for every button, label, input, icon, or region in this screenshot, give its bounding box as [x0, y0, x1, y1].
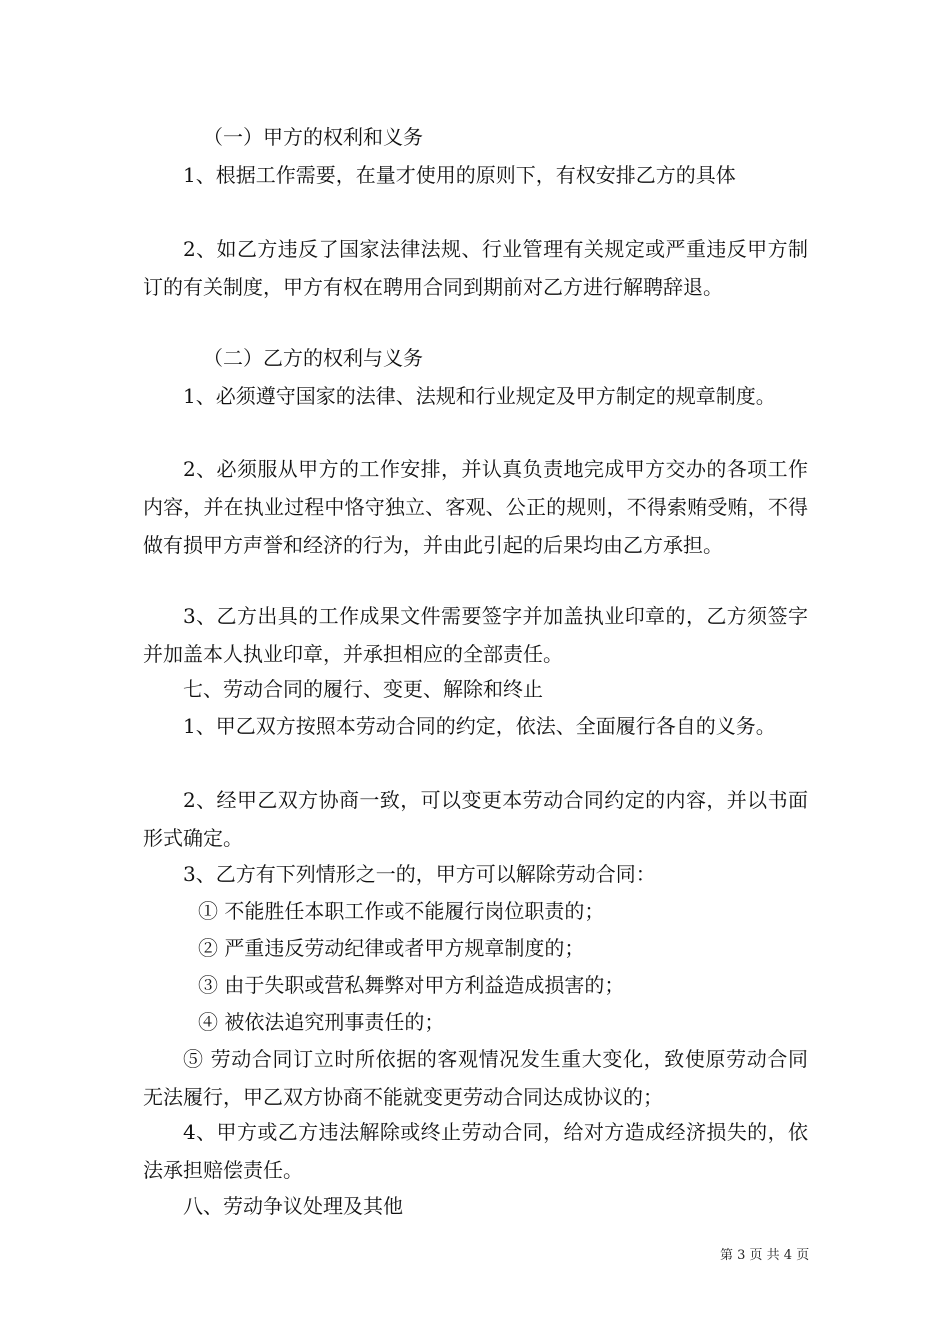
- section-heading-labor-dispute: 八、劳动争议处理及其他: [183, 1194, 403, 1218]
- section-heading-party-b: （二）乙方的权利与义务: [203, 346, 423, 370]
- list-item-termination-4: ④ 被依法追究刑事责任的；: [198, 1010, 445, 1034]
- paragraph-performance-1: 1、甲乙双方按照本劳动合同的约定，依法、全面履行各自的义务。: [183, 714, 776, 738]
- list-item-termination-2: ② 严重违反劳动纪律或者甲方规章制度的；: [198, 936, 585, 960]
- paragraph-party-b-duty-1: 1、必须遵守国家的法律、法规和行业规定及甲方制定的规章制度。: [183, 384, 776, 408]
- paragraph-performance-2: 2、经甲乙双方协商一致，可以变更本劳动合同约定的内容，并以书面形式确定。: [143, 788, 808, 850]
- list-item-termination-1: ① 不能胜任本职工作或不能履行岗位职责的；: [198, 899, 605, 923]
- paragraph-party-a-right-2: 2、如乙方违反了国家法律法规、行业管理有关规定或严重违反甲方制订的有关制度，甲方有权在聘用合同到期前对乙方进行解聘辞退。: [143, 237, 808, 299]
- list-item-termination-3: ③ 由于失职或营私舞弊对甲方利益造成损害的；: [198, 973, 625, 997]
- paragraph-party-a-right-1: 1、根据工作需要，在量才使用的原则下，有权安排乙方的具体: [183, 163, 736, 187]
- list-item-termination-5: ⑤ 劳动合同订立时所依据的客观情况发生重大变化，致使原劳动合同无法履行，甲乙双方协商不能就变更劳动合同达成协议的；: [143, 1047, 808, 1109]
- paragraph-performance-4: 4、甲方或乙方违法解除或终止劳动合同，给对方造成经济损失的，依法承担赔偿责任。: [143, 1120, 808, 1182]
- section-heading-party-a: （一）甲方的权利和义务: [203, 125, 423, 149]
- paragraph-performance-3: 3、乙方有下列情形之一的，甲方可以解除劳动合同：: [183, 862, 656, 886]
- page-number-footer: 第 3 页 共 4 页: [720, 1248, 810, 1263]
- paragraph-party-b-duty-2: 2、必须服从甲方的工作安排，并认真负责地完成甲方交办的各项工作内容，并在执业过程中恪守独立、客观、公正的规则，不得索贿受贿，不得做有损甲方声誉和经济的行为，并由此引起的后果均由乙方承担。: [143, 457, 808, 557]
- section-heading-contract-performance: 七、劳动合同的履行、变更、解除和终止: [183, 677, 543, 701]
- paragraph-party-b-duty-3: 3、乙方出具的工作成果文件需要签字并加盖执业印章的，乙方须签字并加盖本人执业印章，并承担相应的全部责任。: [143, 604, 808, 666]
